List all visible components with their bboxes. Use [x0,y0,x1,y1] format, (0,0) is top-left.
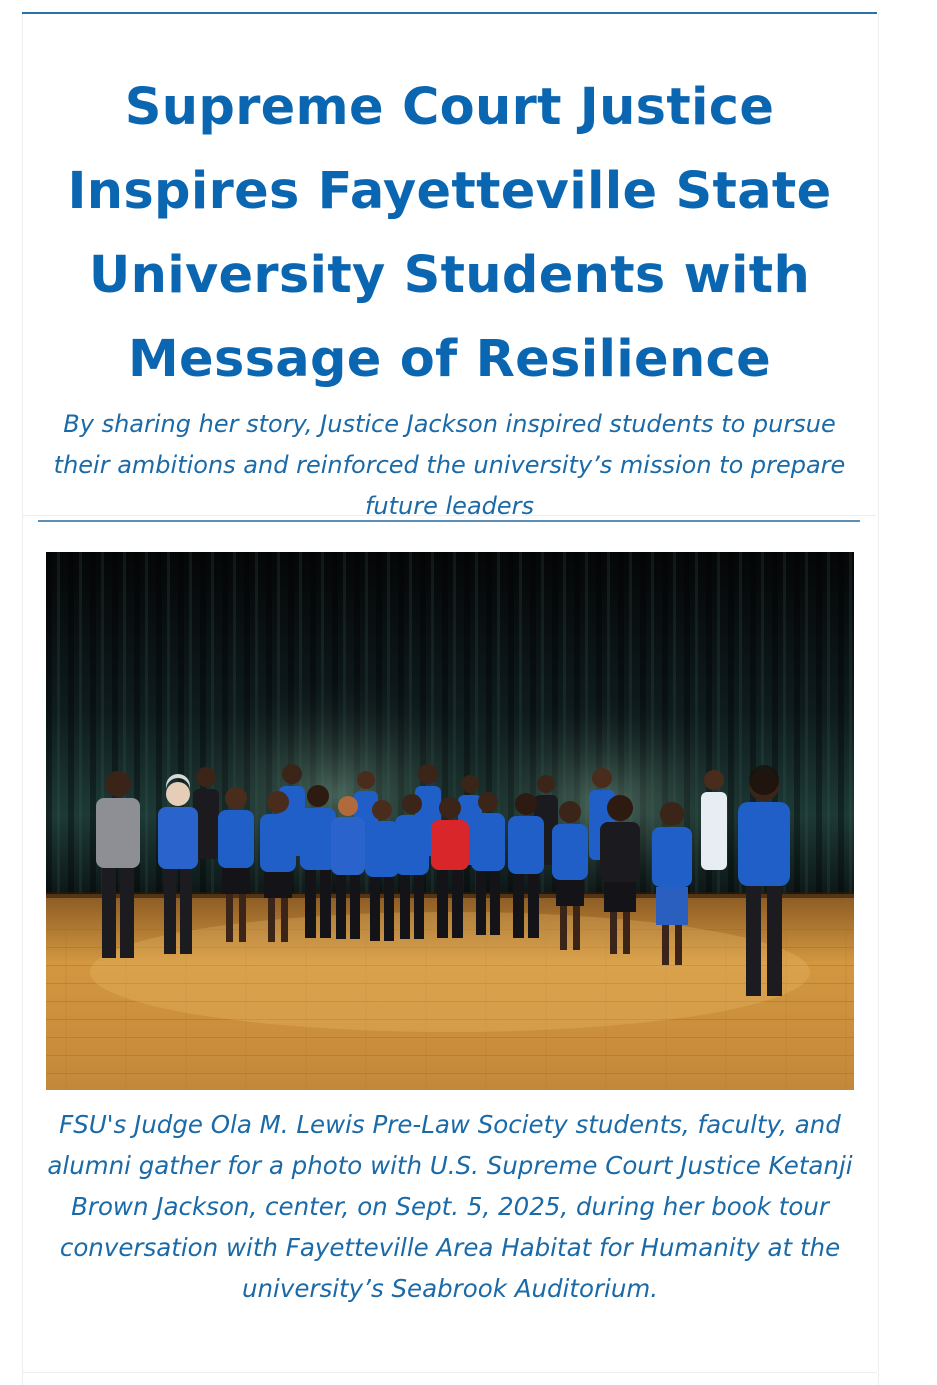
article-header [23,14,876,520]
photo-caption: FSU's Judge Ola M. Lewis Pre-Law Society students, faculty, and alumni gather for a photo with U.S. Supreme Court Justice Ketanji Brown Jackson, center, on Sept. 5, 2025, during her book tour conversation with Fayetteville Area Habitat for Humanity at the university’s Seabrook Auditorium. [47,1110,853,1303]
section-divider [38,520,860,522]
article-headline: Supreme Court Justice Inspires Fayetteville State University Students with Message of Resilience [67,78,832,389]
bottom-rule [22,1372,877,1373]
article-subhead: By sharing her story, Justice Jackson inspired students to pursue their ambitions and reinforced the university’s mission to prepare future leaders [53,410,846,520]
group-photo [46,552,854,1090]
